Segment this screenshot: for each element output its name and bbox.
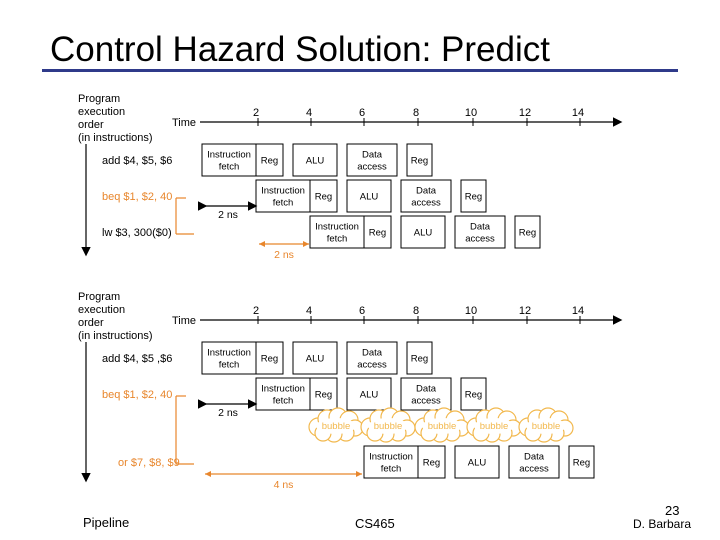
diagram2-row3-alu-label: ALU: [467, 457, 487, 469]
diagram2-tick-label: 4: [305, 305, 313, 317]
diagram2-bubble-4-label: bubble: [479, 421, 509, 432]
diagram2-tick-label: 14: [571, 305, 585, 317]
diagram2-delay-1: 2 ns: [218, 407, 238, 419]
diagram1-row3-data-access-label: access: [465, 233, 495, 245]
diagram1-row2-instruction-fetch-label: Instruction: [261, 185, 305, 197]
footer-left: Pipeline: [83, 515, 130, 530]
diagram1-instruction-1: add $4, $5, $6: [102, 155, 173, 167]
diagram2-row3-data-access-label: access: [519, 463, 549, 475]
diagram2-bubble-5-label: bubble: [531, 421, 561, 432]
diagram2-bubble-2: [361, 408, 415, 442]
diagram2-bubble-1: [309, 408, 363, 442]
diagram2-bubble-3-label: bubble: [427, 421, 457, 432]
diagram1-row3-instruction-fetch-label: fetch: [326, 233, 348, 245]
diagram1-instruction-3: lw $3, 300($0): [102, 227, 172, 239]
diagram2-tick-label: 2: [252, 305, 260, 317]
diagram1-tick-label: 6: [358, 107, 366, 119]
diagram1-row1-data-access-label: access: [357, 161, 387, 173]
diagram2-tick-label: 12: [518, 305, 532, 317]
diagram2-tick-label: 10: [464, 305, 478, 317]
diagram2-instruction-1: add $4, $5 ,$6: [102, 353, 173, 365]
diagram1-delay-2: 2 ns: [274, 249, 294, 261]
footer-page-number: 23: [665, 503, 680, 518]
diagram1-row2-data-access-label: access: [411, 197, 441, 209]
diagram1-row3-data-access-label: Data: [469, 221, 491, 233]
diagram1-row3-reg-read-label: Reg: [368, 227, 387, 239]
diagram2-row1-reg-write-label: Reg: [410, 353, 429, 365]
diagram2-axis-label-line: order: [78, 317, 104, 329]
diagram2-row3-data-access-label: Data: [523, 451, 545, 463]
diagram1-row2-data-access-label: Data: [415, 185, 437, 197]
diagram1-tick-label: 10: [464, 107, 478, 119]
diagram1-axis-label-line: execution: [78, 106, 126, 118]
diagram2-delay-arrow-2-head-left: [205, 471, 211, 477]
diagram1-axis-label-line: order: [78, 119, 104, 131]
diagram1-delay-1: 2 ns: [218, 209, 238, 221]
diagram1-delay-arrow-2-head-right: [303, 241, 309, 247]
diagram2-row1-reg-read-label: Reg: [260, 353, 279, 365]
diagram2-bubble-3: [415, 408, 469, 442]
footer-author: D. Barbara: [633, 517, 692, 531]
diagram1-instruction-2: beq $1, $2, 40: [102, 191, 173, 203]
diagram2-delay-arrow-2-head-right: [356, 471, 362, 477]
diagram2-bubble-2-label: bubble: [373, 421, 403, 432]
diagram1-row3-instruction-fetch-label: Instruction: [315, 221, 359, 233]
diagram2-axis-label-line: Program: [78, 291, 121, 303]
diagram2-row1-alu-label: ALU: [305, 353, 325, 365]
diagram2-axis-label-line: execution: [78, 304, 126, 316]
diagram2-axis-label-line: (in instructions): [78, 330, 153, 342]
diagram1-row2-alu-label: ALU: [359, 191, 379, 203]
diagram2-instruction-2: beq $1, $2, 40: [102, 389, 173, 401]
diagram1-row2-instruction-fetch-label: fetch: [272, 197, 294, 209]
diagram1-axis-label-line: Program: [78, 93, 121, 105]
diagram1-row3-alu-label: ALU: [413, 227, 433, 239]
pipeline-diagram-bottom: [78, 291, 620, 491]
diagram2-bubble-5: [519, 408, 573, 442]
diagram2-row2-data-access-label: Data: [415, 383, 437, 395]
diagram1-row1-reg-write-label: Reg: [410, 155, 429, 167]
diagram1-time-label: Time: [172, 117, 197, 129]
diagram1-row1-instruction-fetch-label: fetch: [218, 161, 240, 173]
diagram2-time-label: Time: [172, 315, 197, 327]
diagram2-row3-reg-read-label: Reg: [422, 457, 441, 469]
diagram2-row2-reg-read-label: Reg: [314, 389, 333, 401]
slide-title: Control Hazard Solution: Predict: [50, 30, 550, 69]
diagram2-row3-reg-write-label: Reg: [572, 457, 591, 469]
diagram2-delay-2: 4 ns: [273, 479, 294, 491]
diagram1-tick-label: 2: [252, 107, 260, 119]
diagram2-instruction-3: or $7, $8, $9: [118, 457, 180, 469]
diagram2-bubble-1-label: bubble: [321, 421, 351, 432]
diagram2-row2-reg-write-label: Reg: [464, 389, 483, 401]
diagram1-tick-label: 12: [518, 107, 532, 119]
diagram1-row1-data-access-label: Data: [361, 149, 383, 161]
diagram2-row1-data-access-label: Data: [361, 347, 383, 359]
diagram2-row1-instruction-fetch-label: Instruction: [207, 347, 251, 359]
diagram2-row2-instruction-fetch-label: fetch: [272, 395, 294, 407]
diagram2-row2-instruction-fetch-label: Instruction: [261, 383, 305, 395]
diagram2-row3-instruction-fetch-label: fetch: [380, 463, 402, 475]
diagram1-row1-reg-read-label: Reg: [260, 155, 279, 167]
diagram2-row2-data-access-label: access: [411, 395, 441, 407]
diagram1-axis-label-line: (in instructions): [78, 132, 153, 144]
diagram1-tick-label: 8: [412, 107, 420, 119]
diagram2-row2-alu-label: ALU: [359, 389, 379, 401]
diagram2-tick-label: 8: [412, 305, 420, 317]
diagram1-row3-reg-write-label: Reg: [518, 227, 537, 239]
diagram1-tick-label: 4: [305, 107, 313, 119]
diagram1-delay-arrow-2-head-left: [259, 241, 265, 247]
diagram1-row1-alu-label: ALU: [305, 155, 325, 167]
diagram2-row1-instruction-fetch-label: fetch: [218, 359, 240, 371]
footer-course: CS465: [355, 516, 395, 531]
diagram1-tick-label: 14: [571, 107, 585, 119]
diagram1-row2-reg-read-label: Reg: [314, 191, 333, 203]
diagram2-row1-data-access-label: access: [357, 359, 387, 371]
diagram1-row1-instruction-fetch-label: Instruction: [207, 149, 251, 161]
pipeline-diagram-top: [78, 93, 620, 261]
diagram2-bubble-4: [467, 408, 521, 442]
diagram2-row3-instruction-fetch-label: Instruction: [369, 451, 413, 463]
diagram2-tick-label: 6: [358, 305, 366, 317]
diagram1-row2-reg-write-label: Reg: [464, 191, 483, 203]
